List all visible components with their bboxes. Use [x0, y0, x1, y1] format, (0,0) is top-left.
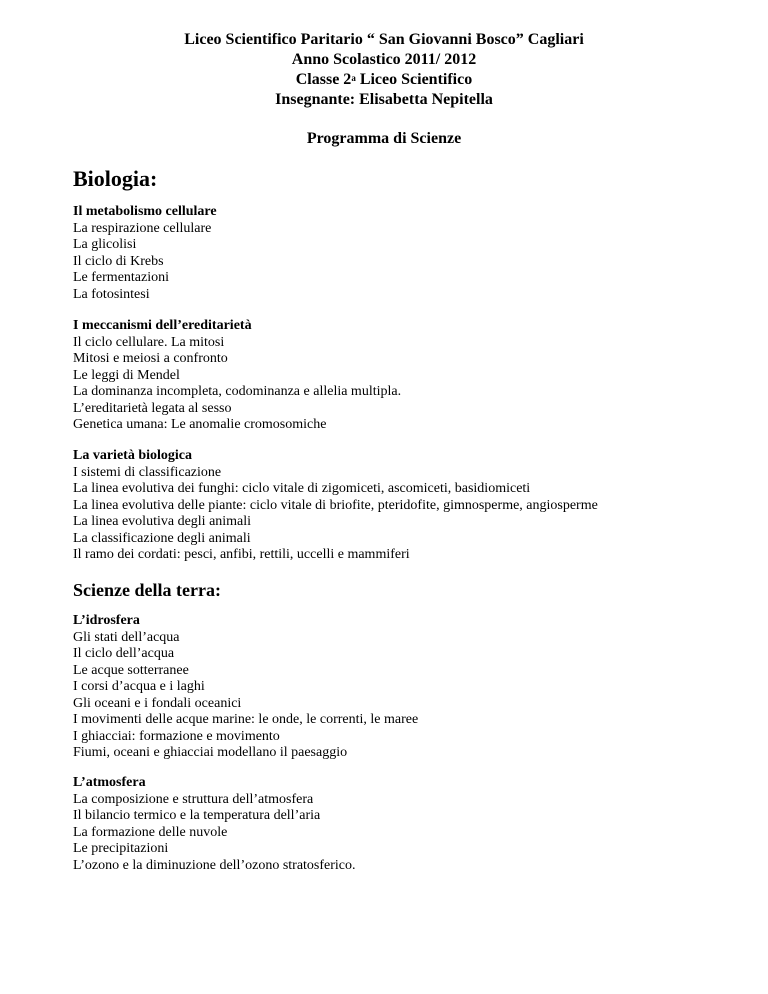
list-item: Fiumi, oceani e ghiacciai modellano il paesaggio	[73, 745, 348, 760]
list-item: Gli oceani e i fondali oceanici	[73, 695, 242, 711]
school-name: Liceo Scientifico Paritario “ San Giovanni Bosco” Cagliari	[184, 31, 584, 48]
teacher-name: Insegnante: Elisabetta Nepitella	[275, 91, 493, 108]
list-item: Genetica umana: Le anomalie cromosomiche	[73, 417, 327, 432]
program-title: Programma di Scienze	[306, 130, 462, 147]
list-item: La respirazione cellulare	[73, 220, 212, 236]
topic-title: L’atmosfera	[73, 775, 146, 790]
list-item: I corsi d’acqua e i laghi	[73, 679, 205, 694]
topic-block-metabolismo	[73, 204, 217, 303]
section-heading-scienze-terra: Scienze della terra:	[73, 580, 221, 600]
section-heading-biologia: Biologia:	[73, 166, 158, 191]
topic-block-atmosfera	[73, 775, 356, 874]
list-item: Il ciclo cellulare. La mitosi	[73, 334, 225, 350]
topic-block-varieta-biologica	[73, 448, 598, 564]
list-item: Le precipitazioni	[73, 841, 169, 856]
list-item: I ghiacciai: formazione e movimento	[73, 728, 280, 744]
list-item: L’ereditarietà legata al sesso	[73, 400, 232, 416]
class-prefix: Classe 2	[295, 71, 352, 88]
list-item: Il ciclo di Krebs	[73, 253, 164, 269]
document-header	[0, 30, 768, 110]
school-year: Anno Scolastico 2011/ 2012	[291, 51, 477, 68]
topic-block-ereditarieta	[73, 318, 401, 434]
list-item: La dominanza incompleta, codominanza e allelia multipla.	[73, 384, 402, 399]
list-item: Le acque sotterranee	[73, 662, 189, 678]
list-item: L’ozono e la diminuzione dell’ozono stratosferico.	[73, 857, 356, 873]
topic-block-idrosfera	[73, 613, 418, 762]
topic-title: I meccanismi dell’ereditarietà	[73, 318, 252, 333]
list-item: La classificazione degli animali	[73, 530, 251, 546]
class-suffix: Liceo Scientifico	[355, 71, 473, 88]
list-item: Il ciclo dell’acqua	[73, 646, 175, 661]
list-item: La glicolisi	[73, 237, 137, 252]
topic-title: L’idrosfera	[73, 613, 140, 628]
list-item: La linea evolutiva dei funghi: ciclo vitale di zigomiceti, ascomiceti, basidiomiceti	[73, 481, 531, 496]
class-superscript: a	[351, 73, 356, 83]
list-item: Il bilancio termico e la temperatura dell’aria	[73, 808, 321, 823]
list-item: La linea evolutiva delle piante: ciclo vitale di briofite, pteridofite, gimnosperme, angiosperme	[73, 497, 598, 513]
list-item: Mitosi e meiosi a confronto	[73, 351, 228, 366]
list-item: La composizione e struttura dell’atmosfera	[73, 791, 314, 807]
class-line	[0, 70, 768, 90]
topic-title: La varietà biologica	[73, 448, 192, 463]
list-item: Il ramo dei cordati: pesci, anfibi, rettili, uccelli e mammiferi	[73, 547, 410, 562]
list-item: I sistemi di classificazione	[73, 464, 222, 480]
list-item: Le fermentazioni	[73, 270, 170, 285]
list-item: I movimenti delle acque marine: le onde, le correnti, le maree	[73, 712, 419, 727]
list-item: Le leggi di Mendel	[73, 367, 180, 383]
topic-title: Il metabolismo cellulare	[73, 204, 217, 219]
list-item: La fotosintesi	[73, 286, 150, 302]
list-item: La linea evolutiva degli animali	[73, 514, 252, 529]
list-item: Gli stati dell’acqua	[73, 629, 180, 645]
list-item: La formazione delle nuvole	[73, 824, 228, 840]
